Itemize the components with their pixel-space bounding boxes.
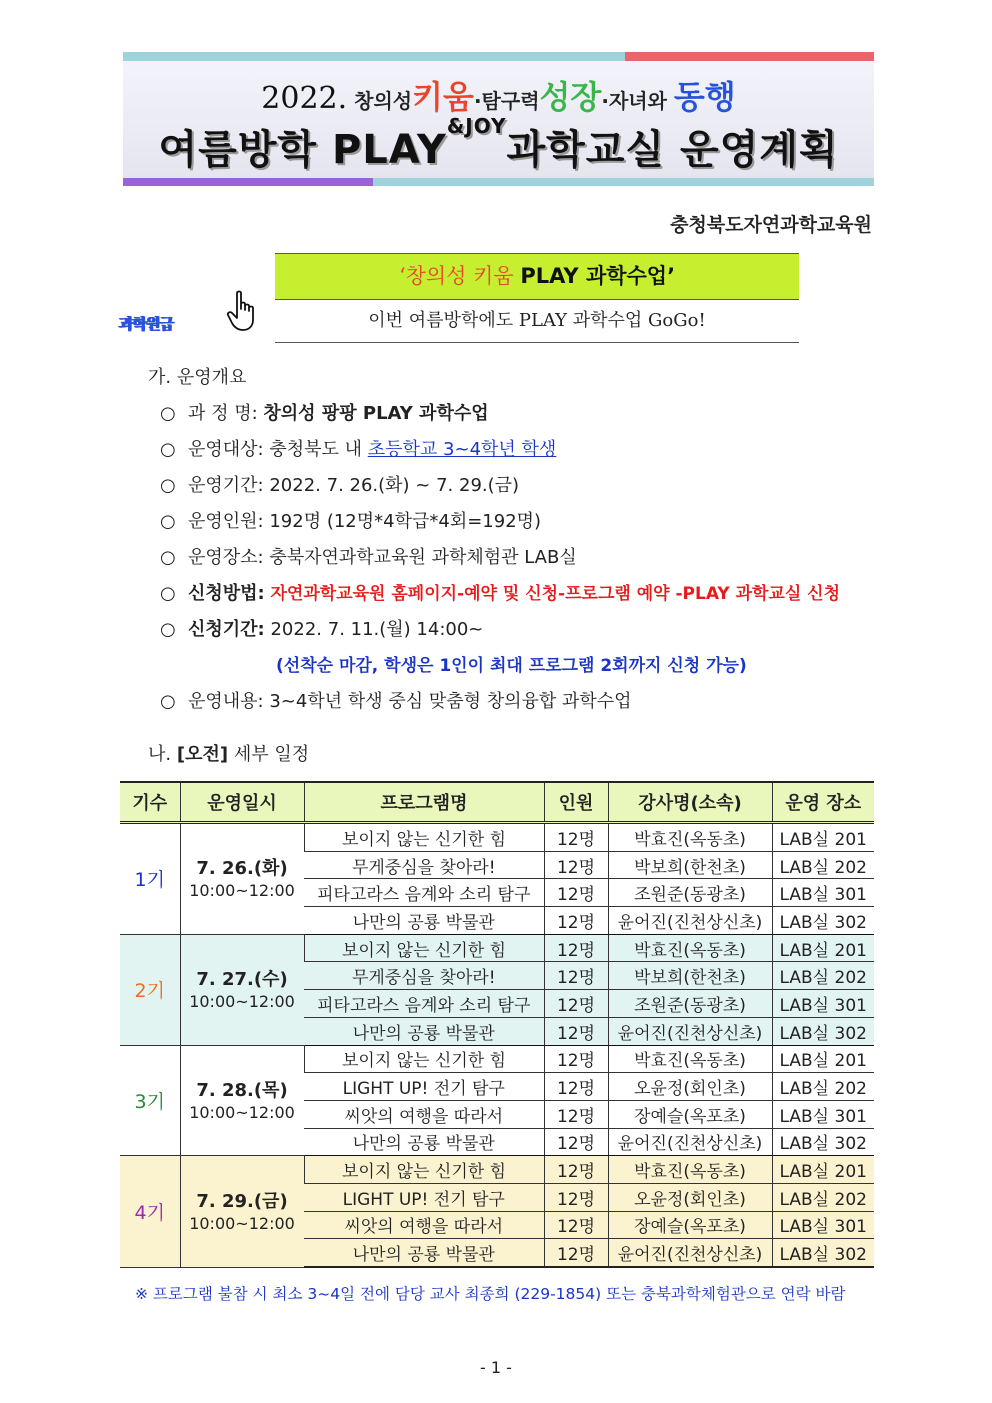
location: LAB실 202	[772, 1183, 874, 1211]
program-name: 보이지 않는 신기한 힘	[304, 823, 544, 852]
capacity: 12명	[544, 1183, 608, 1211]
header-cell: 기수	[120, 782, 180, 823]
banner-stripe	[123, 52, 625, 61]
page-title	[123, 114, 874, 175]
table-row	[120, 934, 874, 962]
capacity: 12명	[544, 879, 608, 907]
title-part: ·탐구력	[473, 89, 540, 113]
capacity: 12명	[544, 823, 608, 852]
instructor: 오윤정(회인초)	[608, 1183, 772, 1211]
header-cell: 강사명(소속)	[608, 782, 772, 823]
title-sup: &JOY	[446, 114, 507, 138]
instructor: 박보희(한천초)	[608, 851, 772, 879]
program-name: 보이지 않는 신기한 힘	[304, 934, 544, 962]
section-heading-a: 가. 운영개요	[148, 367, 247, 388]
location: LAB실 302	[772, 907, 874, 935]
location: LAB실 201	[772, 934, 874, 962]
value: 192명 (12명*4학급*4회=192명)	[269, 511, 542, 532]
value: 2022. 7. 26.(화) ~ 7. 29.(금)	[269, 475, 520, 496]
table-row	[120, 1045, 874, 1073]
page-number: - 1 -	[480, 1358, 512, 1377]
section-prefix: 나.	[148, 744, 172, 765]
pointing-hand-icon	[226, 290, 260, 336]
apply-note: (선착순 마감, 학생은 1인이 최대 프로그램 2회까지 신청 가능)	[276, 656, 747, 676]
group-time: 10:00~12:00	[189, 881, 295, 901]
value: 충북자연과학교육원 과학체험관 LAB실	[269, 547, 577, 568]
capacity: 12명	[544, 1128, 608, 1156]
bullet: ○	[160, 403, 176, 424]
title-main-end: 과학교실 운영계획	[506, 127, 839, 173]
group-date: 7. 26.(화)	[196, 858, 288, 880]
header-cell: 프로그램명	[304, 782, 544, 823]
location: LAB실 201	[772, 1045, 874, 1073]
program-name: 나만의 공룡 박물관	[304, 1239, 544, 1267]
group-date: 7. 29.(금)	[196, 1190, 288, 1212]
banner-stripe	[625, 52, 874, 61]
instructor: 박효진(옥동초)	[608, 1045, 772, 1073]
location: LAB실 302	[772, 1017, 874, 1045]
group-number: 4기	[120, 1156, 180, 1267]
value: 3~4학년 학생 중심 맞춤형 창의융합 과학수업	[269, 691, 632, 712]
value: 2022. 7. 11.(월) 14:00~	[270, 619, 484, 640]
label: 운영인원:	[188, 511, 264, 532]
bullet: ○	[160, 475, 176, 496]
instructor: 박효진(옥동초)	[608, 934, 772, 962]
highlight-box	[275, 253, 799, 300]
group-datetime	[180, 1045, 304, 1156]
location: LAB실 201	[772, 823, 874, 852]
capacity: 12명	[544, 962, 608, 990]
section-bold: [오전]	[176, 744, 229, 765]
bullet: ○	[160, 619, 176, 640]
program-name: 무게중심을 찾아라!	[304, 851, 544, 879]
instructor: 박효진(옥동초)	[608, 1156, 772, 1184]
highlight-quote: ‘창의성 키움	[398, 264, 514, 288]
instructor: 오윤정(회인초)	[608, 1073, 772, 1101]
header-cell: 운영일시	[180, 782, 304, 823]
program-name: 씨앗의 여행을 따라서	[304, 1211, 544, 1239]
instructor: 윤어진(진천상신초)	[608, 1239, 772, 1267]
location: LAB실 202	[772, 962, 874, 990]
title-main: 여름방학 PLAY	[158, 127, 447, 173]
program-name: LIGHT UP! 전기 탐구	[304, 1073, 544, 1101]
title-year: 2022.	[261, 81, 348, 116]
section-heading-b	[148, 740, 309, 766]
location: LAB실 202	[772, 851, 874, 879]
group-number: 1기	[120, 823, 180, 935]
capacity: 12명	[544, 1045, 608, 1073]
location: LAB실 301	[772, 990, 874, 1018]
overview-place	[160, 543, 577, 569]
group-date: 7. 27.(수)	[196, 969, 288, 991]
instructor: 윤어진(진천상신초)	[608, 1128, 772, 1156]
instructor: 윤어진(진천상신초)	[608, 907, 772, 935]
instructor: 조원준(동광초)	[608, 879, 772, 907]
group-number: 3기	[120, 1045, 180, 1156]
program-name: 씨앗의 여행을 따라서	[304, 1100, 544, 1128]
instructor: 장예슬(옥포초)	[608, 1211, 772, 1239]
highlight-subtitle: 이번 여름방학에도 PLAY 과학수업 GoGo!	[275, 300, 799, 343]
overview-apply	[160, 615, 483, 641]
capacity: 12명	[544, 990, 608, 1018]
capacity: 12명	[544, 1073, 608, 1101]
section-suffix: 세부 일정	[233, 744, 310, 765]
group-date: 7. 28.(목)	[196, 1079, 288, 1101]
schedule-table	[120, 781, 874, 1268]
location: LAB실 202	[772, 1073, 874, 1101]
program-name: 피타고라스 음계와 소리 탐구	[304, 990, 544, 1018]
title-part: 창의성	[354, 89, 413, 113]
value: 충청북도 내	[269, 439, 363, 460]
group-number: 2기	[120, 934, 180, 1045]
capacity: 12명	[544, 1211, 608, 1239]
organization-name: 충청북도자연과학교육원	[670, 214, 872, 236]
capacity: 12명	[544, 907, 608, 935]
program-name: 보이지 않는 신기한 힘	[304, 1156, 544, 1184]
group-time: 10:00~12:00	[189, 1213, 295, 1233]
bullet: ○	[160, 439, 176, 460]
highlight-bold: PLAY 과학수업’	[520, 264, 676, 288]
label: 운영장소:	[188, 547, 264, 568]
header-cell: 인원	[544, 782, 608, 823]
title-keyword: 키움	[412, 78, 474, 116]
footnote: ※ 프로그램 불참 시 최소 3~4일 전에 담당 교사 최종희 (229-1854) 또는 충북과학체험관으로 연락 바람	[135, 1285, 846, 1303]
instructor: 장예슬(옥포초)	[608, 1100, 772, 1128]
location: LAB실 201	[772, 1156, 874, 1184]
location: LAB실 302	[772, 1128, 874, 1156]
label: 신청기간:	[188, 619, 265, 640]
title-subline	[123, 72, 874, 118]
location: LAB실 302	[772, 1239, 874, 1267]
label: 운영내용:	[188, 691, 264, 712]
overview-target	[160, 435, 556, 461]
program-name: 보이지 않는 신기한 힘	[304, 1045, 544, 1073]
program-name: 나만의 공룡 박물관	[304, 1128, 544, 1156]
label: 운영기간:	[188, 475, 264, 496]
instructor: 박보희(한천초)	[608, 962, 772, 990]
bullet: ○	[160, 691, 176, 712]
program-name: 나만의 공룡 박물관	[304, 907, 544, 935]
capacity: 12명	[544, 1017, 608, 1045]
overview-period	[160, 471, 519, 497]
label: 운영대상:	[188, 439, 264, 460]
location: LAB실 301	[772, 1100, 874, 1128]
capacity: 12명	[544, 1100, 608, 1128]
title-keyword: 성장	[539, 78, 602, 116]
label: 과 정 명:	[188, 403, 258, 424]
banner-stripe	[373, 178, 874, 186]
group-time: 10:00~12:00	[189, 992, 295, 1012]
program-name: LIGHT UP! 전기 탐구	[304, 1183, 544, 1211]
value-emphasis: 초등학교 3~4학년 학생	[367, 439, 557, 460]
bullet: ○	[160, 547, 176, 568]
table-row	[120, 1156, 874, 1184]
bullet: ○	[160, 511, 176, 532]
logo: 과학원급	[119, 315, 173, 333]
header-cell: 운영 장소	[772, 782, 874, 823]
capacity: 12명	[544, 1239, 608, 1267]
table-header-row	[120, 782, 874, 823]
overview-people	[160, 507, 541, 533]
group-datetime	[180, 823, 304, 935]
overview-method	[160, 579, 840, 605]
value: 창의성 팡팡 PLAY 과학수업	[263, 403, 489, 424]
group-datetime	[180, 1156, 304, 1267]
value: 자연과학교육원 홈페이지-예약 및 신청-프로그램 예약 -PLAY 과학교실 신청	[270, 584, 841, 604]
capacity: 12명	[544, 934, 608, 962]
program-name: 무게중심을 찾아라!	[304, 962, 544, 990]
overview-content	[160, 687, 632, 713]
instructor: 윤어진(진천상신초)	[608, 1017, 772, 1045]
banner-stripe	[123, 178, 373, 186]
overview-course	[160, 399, 489, 425]
program-name: 나만의 공룡 박물관	[304, 1017, 544, 1045]
group-datetime	[180, 934, 304, 1045]
bullet: ○	[160, 583, 176, 604]
group-time: 10:00~12:00	[189, 1102, 295, 1122]
program-name: 피타고라스 음계와 소리 탐구	[304, 879, 544, 907]
title-keyword: 동행	[673, 78, 736, 116]
location: LAB실 301	[772, 1211, 874, 1239]
capacity: 12명	[544, 1156, 608, 1184]
title-part: ·자녀와	[601, 89, 667, 113]
location: LAB실 301	[772, 879, 874, 907]
label: 신청방법:	[188, 583, 265, 604]
table-row	[120, 823, 874, 852]
capacity: 12명	[544, 851, 608, 879]
instructor: 박효진(옥동초)	[608, 823, 772, 852]
instructor: 조원준(동광초)	[608, 990, 772, 1018]
